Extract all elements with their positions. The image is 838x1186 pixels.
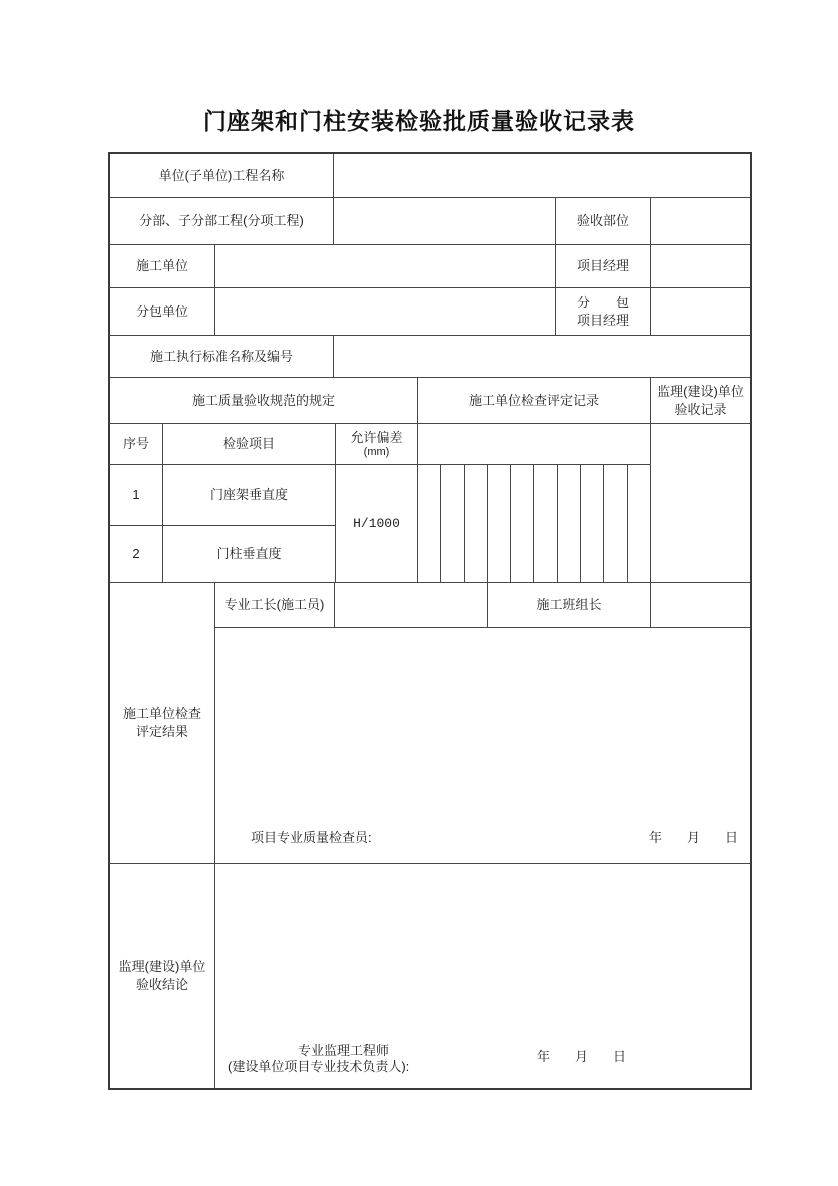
- inspection-row-seq: 1: [110, 464, 162, 525]
- seq-column-header: 序号: [110, 423, 162, 464]
- engineer-signature-block: [228, 1043, 409, 1076]
- supervision-header-line1: 监理(建设)单位: [657, 383, 744, 399]
- acceptance-part-label: 验收部位: [555, 197, 650, 244]
- subcontract-manager-label: [555, 287, 650, 335]
- measure-cell: [604, 465, 627, 582]
- project-manager-value: [650, 244, 750, 287]
- tolerance-column-header: [335, 423, 417, 464]
- check-record-header: 施工单位检查评定记录: [417, 377, 650, 423]
- inspection-row-seq: 2: [110, 525, 162, 582]
- construction-unit-value: [214, 244, 555, 287]
- subdivision-label: 分部、子分部工程(分项工程): [110, 197, 333, 244]
- standard-label: 施工执行标准名称及编号: [110, 335, 333, 377]
- measure-cell: [418, 465, 441, 582]
- tolerance-header-line2: (mm): [363, 446, 390, 459]
- engineer-signature-line2: (建设单位项目专业技术负责人):: [228, 1058, 410, 1074]
- measure-cell: [441, 465, 464, 582]
- supervision-record-value: [650, 423, 750, 582]
- project-manager-label: 项目经理: [555, 244, 650, 287]
- inspection-row-item: 门柱垂直度: [162, 525, 335, 582]
- engineer-signature-line1: 专业监理工程师: [298, 1042, 390, 1058]
- standard-value: [333, 335, 750, 377]
- evaluation-result-area: [214, 627, 750, 863]
- measure-cell: [581, 465, 604, 582]
- measure-cell: [628, 465, 650, 582]
- subcontract-unit-label: 分包单位: [110, 287, 214, 335]
- measure-cell: [534, 465, 557, 582]
- acceptance-part-value: [650, 197, 750, 244]
- conclusion-label-line2: 验收结论: [135, 977, 188, 992]
- conclusion-date-label: 年 月 日: [536, 1049, 632, 1065]
- tolerance-header-line1: 允许偏差: [350, 429, 403, 445]
- unit-project-label: 单位(子单位)工程名称: [158, 167, 285, 183]
- conclusion-section-label: [110, 863, 214, 1088]
- evaluation-section-label: [110, 582, 214, 863]
- form-title: 门座架和门柱安装检验批质量验收记录表: [203, 108, 635, 134]
- check-record-spacer-cell: [417, 423, 650, 464]
- tolerance-shared-value: H/1000: [335, 464, 417, 582]
- team-leader-value: [650, 582, 750, 627]
- evaluation-label-line2: 评定结果: [135, 724, 188, 739]
- subcontract-manager-label-line1: 分 包: [576, 294, 629, 310]
- measure-cell: [511, 465, 534, 582]
- construction-unit-label: 施工单位: [110, 244, 214, 287]
- evaluation-label-line1: 施工单位检查: [122, 706, 201, 722]
- supervision-record-header: [650, 377, 750, 423]
- supervision-header-line2: 验收记录: [674, 401, 727, 417]
- subcontract-manager-label-line2: 项目经理: [576, 312, 629, 328]
- inspection-row-item: 门座架垂直度: [162, 464, 335, 525]
- foreman-value: [334, 582, 487, 627]
- subdivision-value: [333, 197, 555, 244]
- measure-grid: [417, 464, 650, 582]
- subcontract-manager-value: [650, 287, 750, 335]
- unit-project-value: [333, 154, 750, 197]
- conclusion-result-area: [214, 863, 750, 1088]
- spec-rules-header: 施工质量验收规范的规定: [110, 377, 417, 423]
- evaluation-date-label: 年 月 日: [648, 830, 744, 846]
- form-table: [108, 152, 752, 1090]
- subcontract-unit-value: [214, 287, 555, 335]
- inspector-signature-label: 项目专业质量检查员:: [251, 830, 372, 846]
- team-leader-label: 施工班组长: [487, 582, 650, 627]
- measure-cell: [488, 465, 511, 582]
- conclusion-label-line1: 监理(建设)单位: [118, 959, 206, 975]
- measure-cell: [465, 465, 488, 582]
- item-column-header: 检验项目: [162, 423, 335, 464]
- measure-cell: [558, 465, 581, 582]
- foreman-label: 专业工长(施工员): [214, 582, 334, 627]
